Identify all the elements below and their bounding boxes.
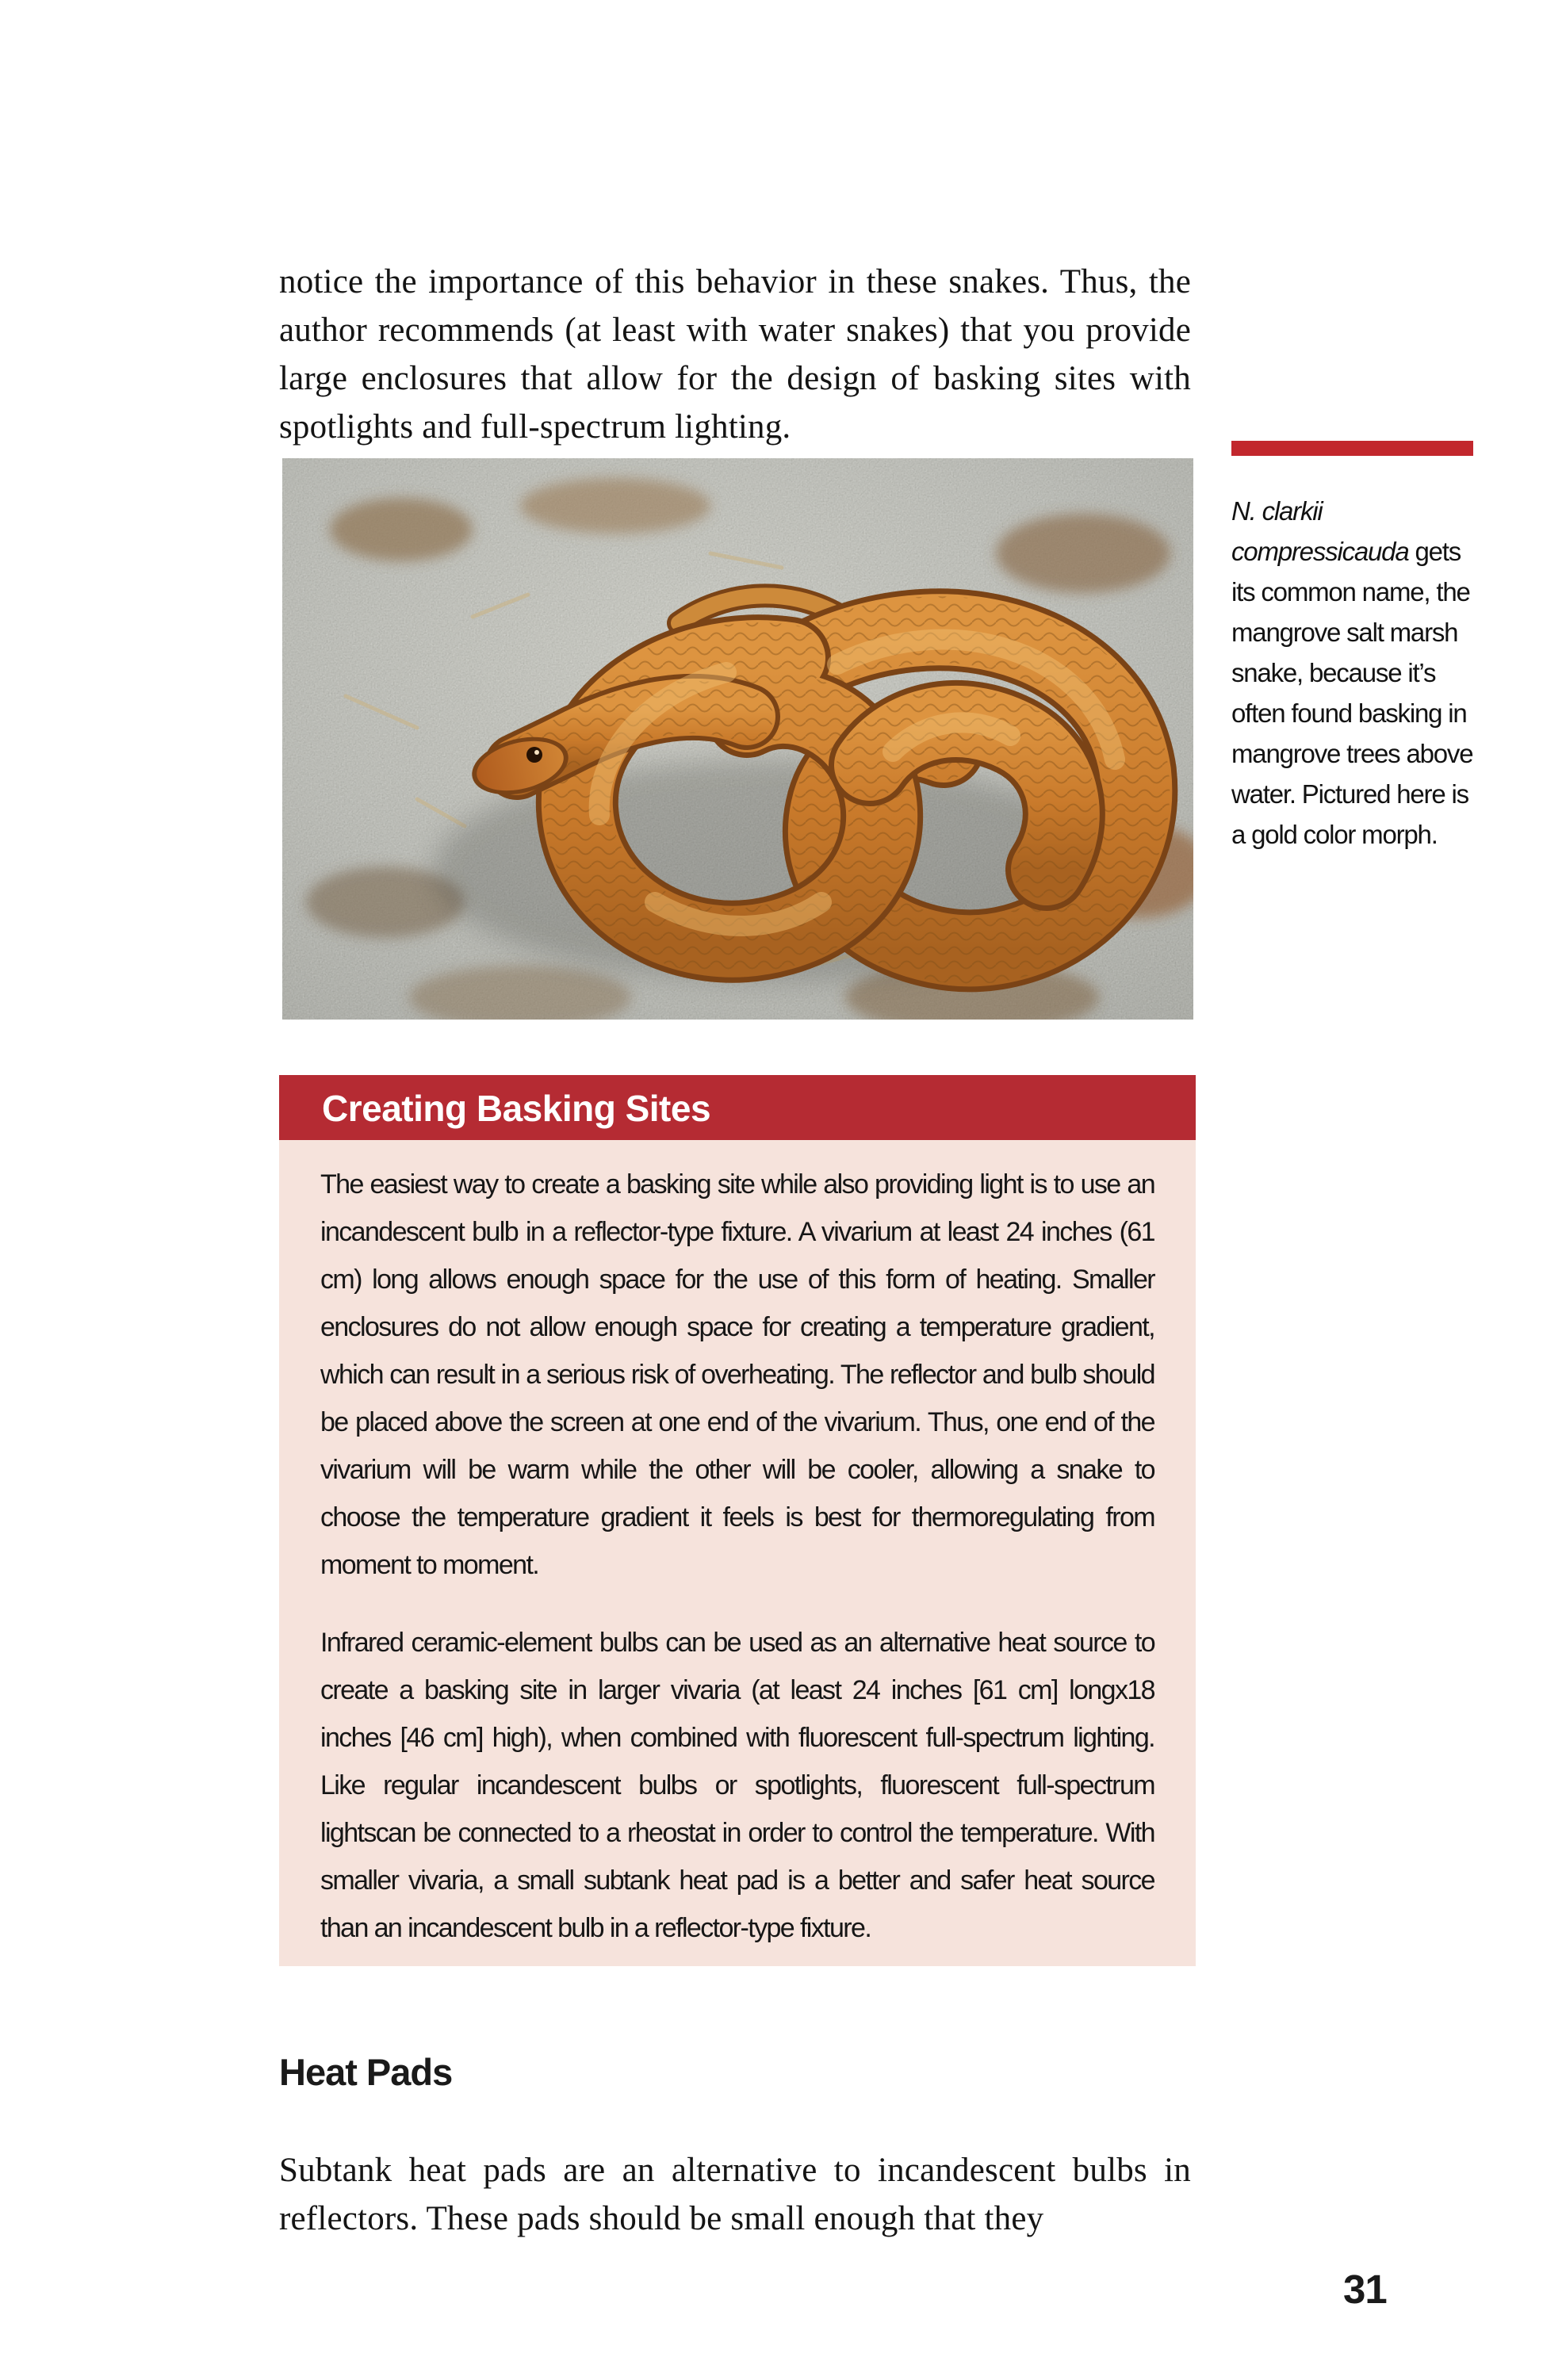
snake-photo-illustration — [282, 458, 1193, 1020]
snake-eye — [526, 747, 542, 763]
feature-box-paragraph-2: Infrared ceramic-element bulbs can be used as an alternative heat source to create a basking site in larger vivaria (at least 24 inches [61 cm] longx18 inches [46 cm] high), when combined with fluorescent full-spectrum lighting. Like regular incandescent bulbs or spotlights, fluorescent full-spectrum lightscan be connected to a rheostat in order to control the temperature. With smaller vivaria, a small subtank heat pad is a better and safer heat source than an incandescent bulb in a reflector-type fixture. — [320, 1628, 1154, 1943]
feature-box-title: Creating Basking Sites — [279, 1075, 1196, 1140]
caption-accent-bar — [1231, 441, 1473, 456]
body-paragraph: Subtank heat pads are an alternative to incandescent bulbs in reflectors. These pads should be small enough that they — [279, 2152, 1191, 2237]
caption-species-name: N. clarkii compressicauda — [1231, 496, 1409, 566]
feature-box — [279, 1075, 1196, 1966]
caption-text: gets its common name, the mangrove salt marsh snake, because it’s often found basking in mangrove trees above water. Pictured here is a gold color morph. — [1231, 537, 1473, 849]
section-heading: Heat Pads — [279, 2051, 453, 2093]
snake-photo — [282, 458, 1193, 1020]
photo-caption — [1231, 491, 1487, 855]
feature-box-body — [279, 1140, 1196, 1966]
intro-paragraph: notice the importance of this behavior in these snakes. Thus, the author recommends (at least with water snakes) that you provide large enclosures that allow for the design of basking sites with spotlights and full-spectrum lighting. — [279, 263, 1191, 446]
page-number: 31 — [1343, 2267, 1387, 2312]
feature-box-paragraph-1: The easiest way to create a basking site while also providing light is to use an incandescent bulb in a reflector-type fixture. A vivarium at least 24 inches (61 cm) long allows enough space for the use of this form of heating. Smaller enclosures do not allow enough space for creating a temperature gradient, which can result in a serious risk of overheating. The reflector and bulb should be placed above the screen at one end of the vivarium. Thus, one end of the vivarium will be warm while the other will be cooler, allowing a snake to choose the temperature gradient it feels is best for thermoregulating from moment to moment. — [320, 1169, 1154, 1580]
snake-eye-glint — [534, 750, 539, 755]
